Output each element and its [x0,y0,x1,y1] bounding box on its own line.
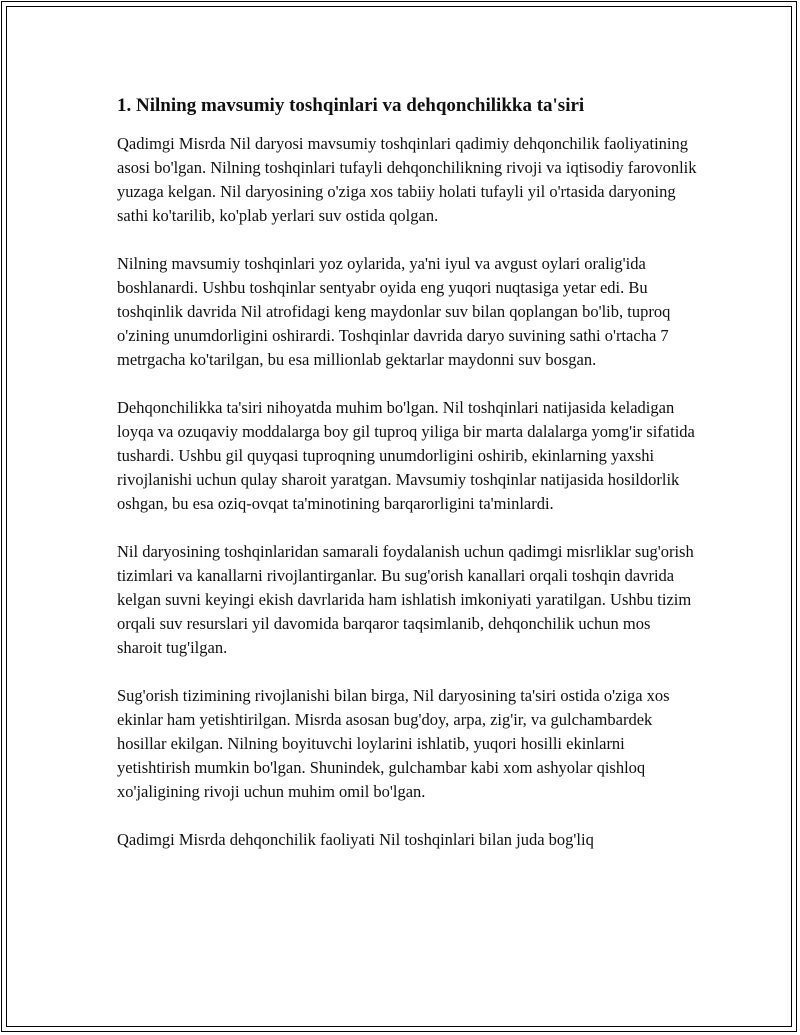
paragraph-1: Qadimgi Misrda Nil daryosi mavsumiy toshqinlari qadimiy dehqonchilik faoliyatining asosi bo'lgan. Nilning toshqinlari tufayli dehqonchilikning rivoji va iqtisodiy farovonlik yuzaga kelgan. Nil daryosining o'ziga xos tabiiy holati tufayli yil o'rtasida daryoning sathi ko'tarilib, ko'plab yerlari suv ostida qolgan. [117,134,697,225]
paragraph-5: Sug'orish tizimining rivojlanishi bilan birga, Nil daryosining ta'siri ostida o'ziga xos ekinlar ham yetishtirilgan. Misrda asosan bug'doy, arpa, zig'ir, va gulchambardek hosillar ekilgan. Nilning boyituvchi loylarini ishlatib, yuqori hosilli ekinlarni yetishtirish mumkin bo'lgan. Shunindek, gulchambar kabi xom ashyolar qishloq xo'jaligining rivoji uchun muhim omil bo'lgan. [117,686,670,801]
paragraph-3: Dehqonchilikka ta'siri nihoyatda muhim bo'lgan. Nil toshqinlari natijasida keladigan loyqa va ozuqaviy moddalarga boy gil tuproq yiliga bir marta dalalarga yomg'ir sifatida tushardi. Ushbu gil quyqasi tuproqning unumdorligini oshirib, ekinlarning yaxshi rivojlanishi uchun qulay sharoit yaratgan. Mavsumiy toshqinlar natijasida hosildorlik oshgan, bu esa oziq-ovqat ta'minotining barqarorligini ta'minlardi. [117,398,695,513]
document-body [117,92,697,876]
section-heading: 1. Nilning mavsumiy toshqinlari va dehqonchilikka ta'siri [117,95,585,116]
paragraph-6: Qadimgi Misrda dehqonchilik faoliyati Nil toshqinlari bilan juda bog'liq [117,830,594,849]
paragraph-4: Nil daryosining toshqinlaridan samarali foydalanish uchun qadimgi misrliklar sug'orish tizimlari va kanallarni rivojlantirganlar. Bu sug'orish kanallari orqali toshqin davrida kelgan suvni keyingi ekish davrlarida ham ishlatish imkoniyati yaratilgan. Ushbu tizim orqali suv resurslari yil davomida barqaror taqsimlanib, dehqonchilik uchun mos sharoit tug'ilgan. [117,542,694,657]
paragraph-2: Nilning mavsumiy toshqinlari yoz oylarida, ya'ni iyul va avgust oylari oralig'ida boshlanardi. Ushbu toshqinlar sentyabr oyida eng yuqori nuqtasiga yetar edi. Bu toshqinlik davrida Nil atrofidagi keng maydonlar suv bilan qoplangan bo'lib, tuproq o'zining unumdorligini oshirardi. Toshqinlar davrida daryo suvining sathi o'rtacha 7 metrgacha ko'tarilgan, bu esa millionlab gektarlar maydonni suv bosgan. [117,254,671,369]
